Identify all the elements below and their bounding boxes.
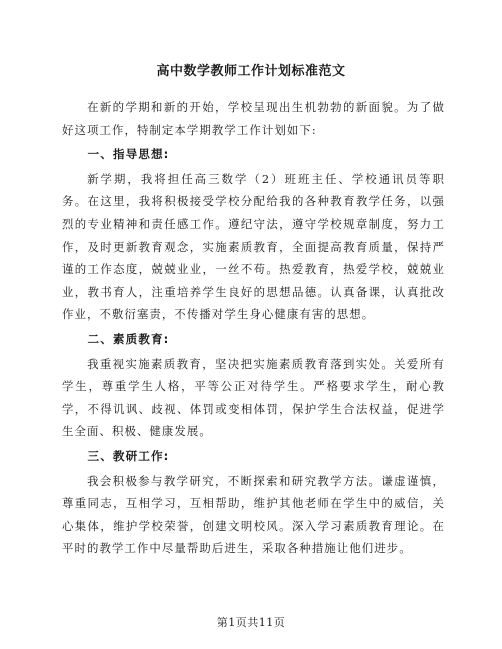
intro-paragraph: 在新的学期和新的开始，学校呈现出生机勃勃的新面貌。为了做好这项工作，特制定本学期教学工作计划如下: (62, 100, 445, 137)
section-body-guiding-thought: 新学期，我将担任高三数学（2）班班主任、学校通讯员等职务。在这里，我将积极接受学校分配给我的各种教育教学任务，以强烈的专业精神和责任感工作。遵纪守法，遵守学校规章制度，努力工作，及时更新教育观念，实施素质教育，全面提高教育质量，保持严谨的工作态度，兢兢业业，一丝不苟。热爱教育，热爱学校，兢兢业业，教书育人，注重培养学生良好的思想品德。认真备课，认真批改作业，不敷衍塞责，不传播对学生身心健康有害的思想。 (62, 171, 445, 322)
page-number: 第1页共11页 (216, 616, 286, 629)
section-body-teaching-research: 我会积极参与教学研究，不断探索和研究教学方法。谦虚谨慎，尊重同志，互相学习，互相帮助，维护其他老师在学生中的威信，关心集体，维护学校荣誉，创建文明校风。深入学习素质教育理论。在平时的教学工作中尽量帮助后进生，采取各种措施让他们进步。 (62, 473, 445, 556)
document-body (62, 96, 445, 560)
section-heading-teaching-research: 三、教研工作: (87, 448, 170, 463)
section-heading-quality-education: 二、素质教育: (87, 331, 170, 346)
section-heading-guiding-thought: 一、指导思想: (87, 147, 170, 162)
section-body-quality-education: 我重视实施素质教育，坚决把实施素质教育落到实处。关爱所有学生，尊重学生人格，平等公正对待学生。严格要求学生，耐心教学，不得讥讽、歧视、体罚或变相体罚，保护学生合法权益，促进学生全面、积极、健康发展。 (62, 356, 445, 439)
page-title: 高中数学教师工作计划标准范文 (156, 64, 346, 79)
